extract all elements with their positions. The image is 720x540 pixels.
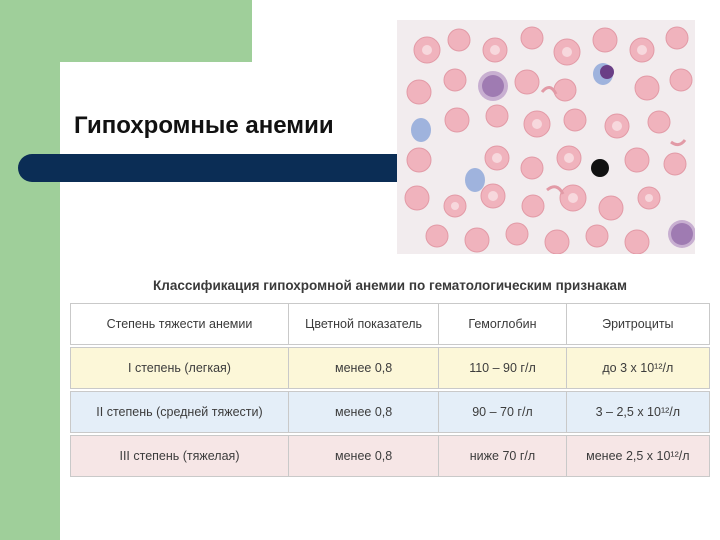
table-row: [70, 435, 710, 477]
color-index-cell: менее 0,8: [289, 348, 439, 388]
header-cell: Степень тяжести анемии: [70, 304, 289, 344]
header-cell: Гемоглобин: [439, 304, 566, 344]
color-index-cell: менее 0,8: [289, 392, 439, 432]
table-header-row: [70, 304, 710, 345]
header-cell: Цветной показатель: [289, 304, 439, 344]
slide-title: Гипохромные анемии: [74, 112, 334, 139]
color-index-cell: менее 0,8: [289, 436, 439, 476]
table-row: [70, 347, 710, 389]
top-accent-block: [60, 0, 252, 62]
classification-table: [70, 262, 710, 472]
blood-smear-image: [397, 20, 695, 254]
table-title: Классификация гипохромной анемии по гематологическим признакам: [153, 278, 627, 293]
table-row: [70, 391, 710, 433]
hemoglobin-cell: 110 – 90 г/л: [439, 348, 566, 388]
severity-cell: I степень (легкая): [70, 348, 289, 388]
hemoglobin-cell: 90 – 70 г/л: [439, 392, 566, 432]
blood-smear-illustration: [397, 20, 695, 254]
erythrocytes-cell: до 3 х 10¹²/л: [567, 348, 710, 388]
severity-cell: II степень (средней тяжести): [70, 392, 289, 432]
hemoglobin-cell: ниже 70 г/л: [439, 436, 566, 476]
left-accent-bar: [0, 0, 60, 540]
erythrocytes-cell: 3 – 2,5 х 10¹²/л: [567, 392, 710, 432]
header-cell: Эритроциты: [567, 304, 710, 344]
severity-cell: III степень (тяжелая): [70, 436, 289, 476]
table-grid: [70, 303, 710, 477]
erythrocytes-cell: менее 2,5 х 10¹²/л: [567, 436, 710, 476]
